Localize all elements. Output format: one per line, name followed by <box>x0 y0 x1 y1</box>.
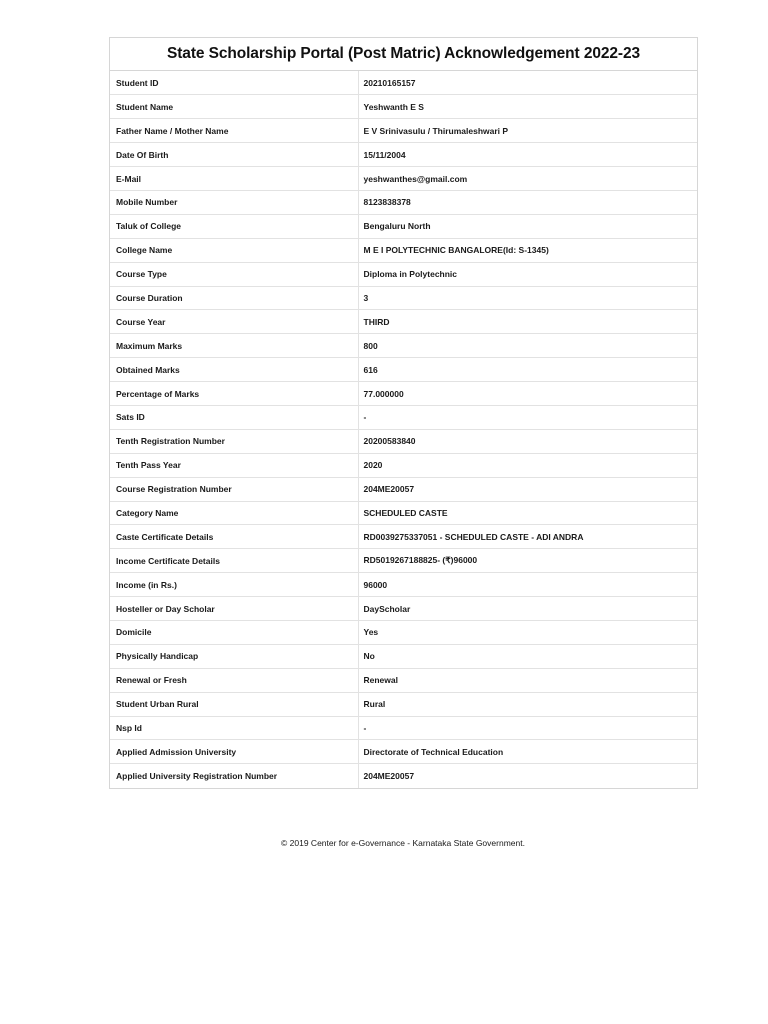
field-value: Diploma in Polytechnic <box>358 262 697 286</box>
table-row <box>110 238 697 262</box>
table-row <box>110 71 697 95</box>
field-label: Maximum Marks <box>110 334 358 358</box>
table-row <box>110 501 697 525</box>
table-row <box>110 310 697 334</box>
field-value: 8123838378 <box>358 190 697 214</box>
table-row <box>110 262 697 286</box>
field-label: Course Duration <box>110 286 358 310</box>
table-row <box>110 286 697 310</box>
field-value: 96000 <box>358 573 697 597</box>
table-row <box>110 214 697 238</box>
field-label: Course Year <box>110 310 358 334</box>
field-value: Rural <box>358 692 697 716</box>
field-value: 20210165157 <box>363 77 416 88</box>
table-row <box>110 429 697 453</box>
field-label: Applied Admission University <box>110 740 358 764</box>
field-value: Directorate of Technical Education <box>358 740 697 764</box>
field-label: Father Name / Mother Name <box>110 119 358 143</box>
field-value: 20200583840 <box>358 429 697 453</box>
field-value: THIRD <box>358 310 697 334</box>
field-label: E-Mail <box>110 167 358 191</box>
field-value: M E I POLYTECHNIC BANGALORE(Id: S-1345) <box>358 238 697 262</box>
field-label: Caste Certificate Details <box>110 525 358 549</box>
field-label: Physically Handicap <box>110 644 358 668</box>
table-row <box>110 143 697 167</box>
table-row <box>110 167 697 191</box>
field-value: 3 <box>358 286 697 310</box>
field-value: Renewal <box>358 668 697 692</box>
field-label: Tenth Registration Number <box>110 429 358 453</box>
acknowledgement-table <box>110 71 697 788</box>
table-row <box>110 453 697 477</box>
table-row <box>110 620 697 644</box>
table-row <box>110 549 697 573</box>
field-value: 204ME20057 <box>358 764 697 788</box>
field-value: Yes <box>358 620 697 644</box>
field-value: 77.000000 <box>358 382 697 406</box>
table-row <box>110 119 697 143</box>
field-value: E V Srinivasulu / Thirumaleshwari P <box>358 119 697 143</box>
table-row <box>110 764 697 788</box>
field-label: Percentage of Marks <box>110 382 358 406</box>
table-row <box>110 573 697 597</box>
field-value: RD5019267188825- (₹)96000 <box>358 549 697 573</box>
field-label: Taluk of College <box>110 214 358 238</box>
field-value: DayScholar <box>358 597 697 621</box>
field-value: RD0039275337051 - SCHEDULED CASTE - ADI ANDRA <box>358 525 697 549</box>
table-row <box>110 334 697 358</box>
field-value: 616 <box>358 358 697 382</box>
table-row <box>110 382 697 406</box>
table-row <box>110 405 697 429</box>
field-label: Student Name <box>110 95 358 119</box>
table-row <box>110 95 697 119</box>
table-row <box>110 525 697 549</box>
field-value: SCHEDULED CASTE <box>358 501 697 525</box>
table-row <box>110 190 697 214</box>
field-label: Applied University Registration Number <box>110 764 358 788</box>
field-value: Bengaluru North <box>358 214 697 238</box>
field-value: yeshwanthes@gmail.com <box>358 167 697 191</box>
field-label: Income (in Rs.) <box>110 573 358 597</box>
field-label: Course Registration Number <box>110 477 358 501</box>
field-label: College Name <box>110 238 358 262</box>
field-label: Domicile <box>110 620 358 644</box>
field-label: Tenth Pass Year <box>110 453 358 477</box>
field-value: - <box>358 405 697 429</box>
footer-copyright: © 2019 Center for e-Governance - Karnataka State Government. <box>281 838 525 848</box>
field-label: Sats ID <box>110 405 358 429</box>
field-label: Hosteller or Day Scholar <box>110 597 358 621</box>
field-label: Student Urban Rural <box>110 692 358 716</box>
field-value: 204ME20057 <box>358 477 697 501</box>
field-value: Yeshwanth E S <box>358 95 697 119</box>
acknowledgement-sheet <box>109 37 698 789</box>
field-value: 2020 <box>358 453 697 477</box>
page-title: State Scholarship Portal (Post Matric) Acknowledgement 2022-23 <box>167 45 640 62</box>
field-value: - <box>358 716 697 740</box>
field-label: Income Certificate Details <box>110 549 358 573</box>
table-row <box>110 358 697 382</box>
table-row <box>110 644 697 668</box>
field-value: No <box>358 644 697 668</box>
field-label: Date Of Birth <box>110 143 358 167</box>
table-row <box>110 668 697 692</box>
title-row <box>110 38 697 71</box>
table-row <box>110 477 697 501</box>
field-label: Obtained Marks <box>110 358 358 382</box>
field-value: 800 <box>358 334 697 358</box>
table-row <box>110 740 697 764</box>
table-row <box>110 716 697 740</box>
acknowledgement-table-body <box>110 71 697 788</box>
table-row <box>110 692 697 716</box>
field-label: Course Type <box>110 262 358 286</box>
field-label: Category Name <box>110 501 358 525</box>
field-label: Mobile Number <box>110 190 358 214</box>
field-label: Student ID <box>110 71 358 95</box>
table-row <box>110 597 697 621</box>
field-value: 15/11/2004 <box>358 143 697 167</box>
field-label: Nsp Id <box>110 716 358 740</box>
field-label: Renewal or Fresh <box>110 668 358 692</box>
